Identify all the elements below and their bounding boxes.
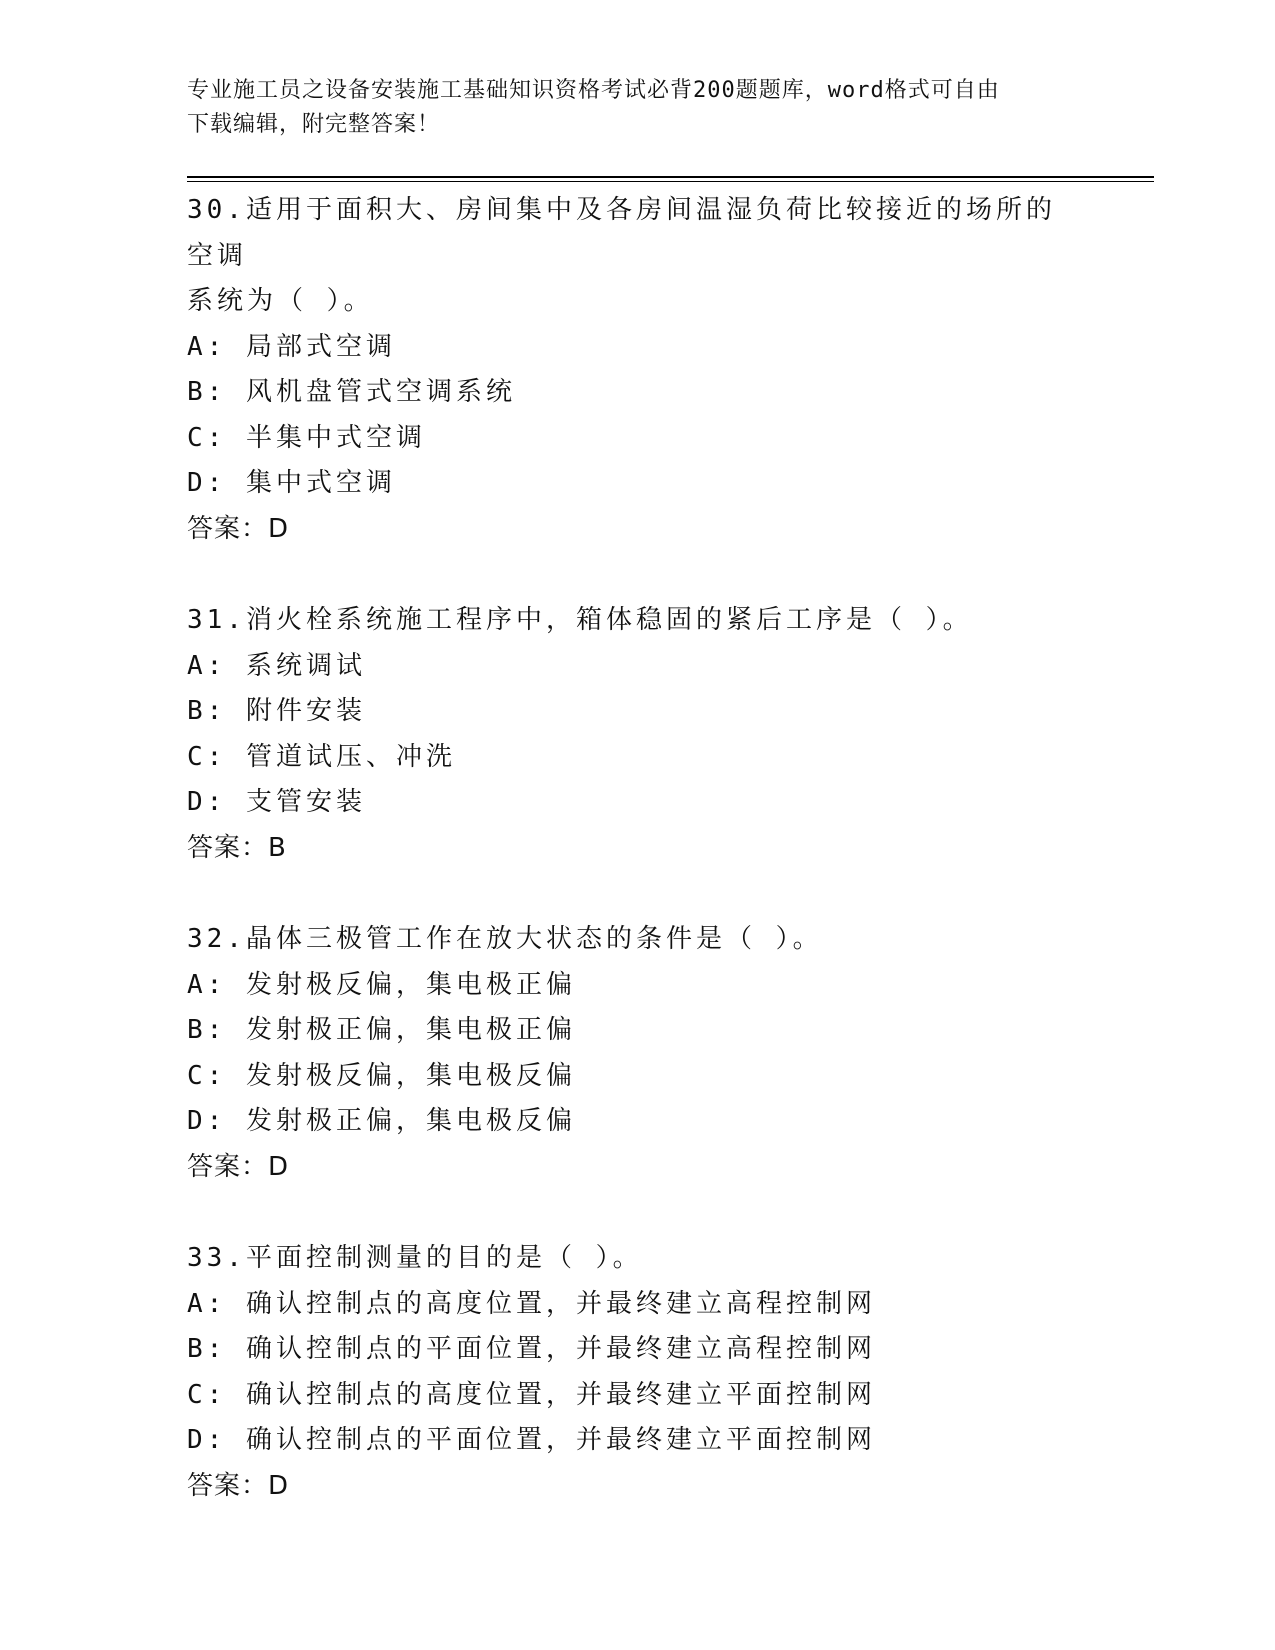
question-list <box>187 188 1147 1555</box>
option-d: D: 支管安装 <box>187 787 366 817</box>
option-c: C: 半集中式空调 <box>187 422 426 453</box>
header-divider-thick <box>187 176 1154 178</box>
answer: 答案：D <box>187 513 290 544</box>
question-stem-line-2: 系统为（ ）。 <box>187 286 374 316</box>
answer: 答案：D <box>187 1151 290 1182</box>
question-32 <box>187 917 1147 1190</box>
question-30 <box>187 188 1147 552</box>
option-c: C: 管道试压、冲洗 <box>187 741 456 772</box>
option-c: C: 发射极反偏，集电极反偏 <box>187 1060 576 1091</box>
option-a: A: 系统调试 <box>187 650 366 681</box>
answer: 答案：D <box>187 1470 290 1501</box>
option-b: B: 确认控制点的平面位置，并最终建立高程控制网 <box>187 1334 876 1364</box>
question-stem-line-1: 32.晶体三极管工作在放大状态的条件是（ ）。 <box>187 924 823 954</box>
answer: 答案：B <box>187 832 287 863</box>
option-d: D: 集中式空调 <box>187 468 396 498</box>
option-d: D: 确认控制点的平面位置，并最终建立平面控制网 <box>187 1425 876 1455</box>
question-33 <box>187 1236 1147 1509</box>
question-stem-line-1: 33.平面控制测量的目的是（ ）。 <box>187 1243 643 1273</box>
document-header <box>187 74 1087 142</box>
option-c: C: 确认控制点的高度位置，并最终建立平面控制网 <box>187 1379 876 1410</box>
option-a: A: 确认控制点的高度位置，并最终建立高程控制网 <box>187 1288 876 1319</box>
header-line-1: 专业施工员之设备安装施工基础知识资格考试必背200题题库，word格式可自由 <box>187 78 1000 103</box>
question-stem-line-1: 31.消火栓系统施工程序中，箱体稳固的紧后工序是（ ）。 <box>187 605 973 635</box>
question-31 <box>187 598 1147 871</box>
option-d: D: 发射极正偏，集电极反偏 <box>187 1106 576 1136</box>
option-a: A: 发射极反偏，集电极正偏 <box>187 969 576 1000</box>
option-a: A: 局部式空调 <box>187 331 396 362</box>
header-divider-thin <box>187 181 1154 182</box>
question-stem-line-1: 30.适用于面积大、房间集中及各房间温湿负荷比较接近的场所的空调 <box>187 195 1056 271</box>
option-b: B: 发射极正偏，集电极正偏 <box>187 1015 576 1045</box>
option-b: B: 附件安装 <box>187 696 366 726</box>
header-line-2: 下载编辑，附完整答案！ <box>187 112 441 137</box>
option-b: B: 风机盘管式空调系统 <box>187 377 516 407</box>
